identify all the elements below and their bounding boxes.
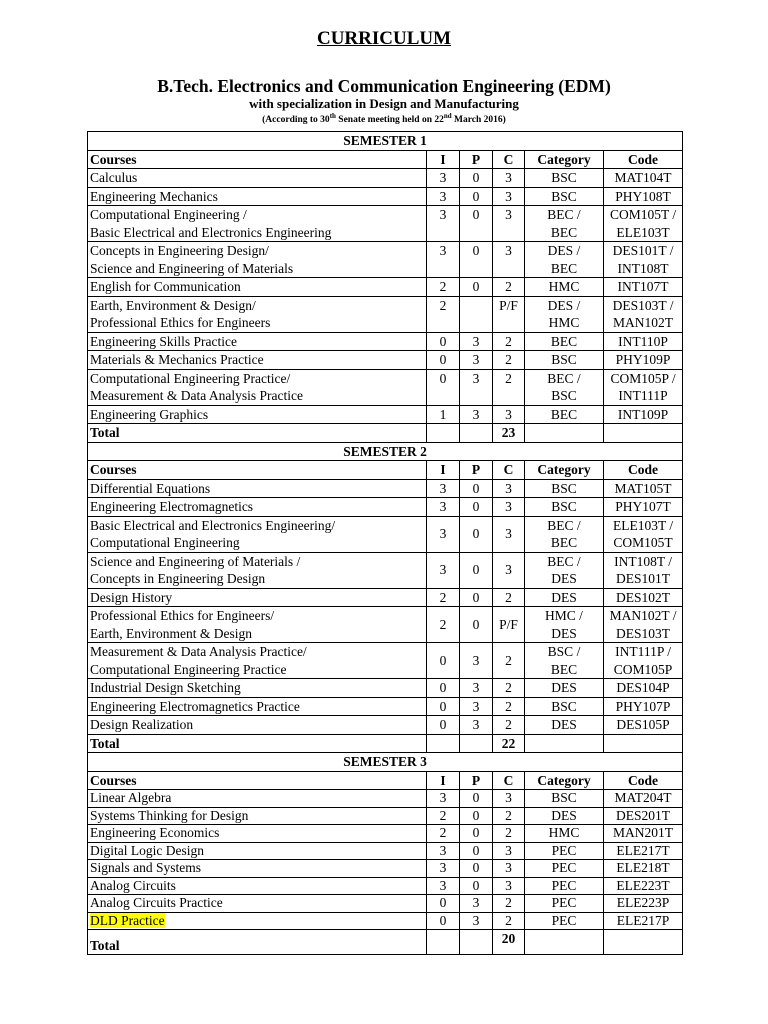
course-category: HMC / DES: [525, 607, 604, 643]
course-c: 2: [493, 716, 525, 735]
course-row: [88, 516, 683, 552]
column-header-row: [88, 461, 683, 480]
course-p: 0: [460, 877, 493, 895]
course-row: [88, 607, 683, 643]
total-category: [525, 734, 604, 753]
course-row: [88, 825, 683, 843]
course-name: Engineering Electromagnetics: [88, 498, 427, 517]
course-row: [88, 278, 683, 297]
course-i: 2: [427, 278, 460, 297]
course-category: BEC: [525, 332, 604, 351]
column-header-i: I: [427, 150, 460, 169]
program-specialization: with specialization in Design and Manufacturing: [249, 96, 519, 111]
column-header-row: [88, 150, 683, 169]
course-c: 3: [493, 169, 525, 188]
course-c: 2: [493, 912, 525, 930]
course-name: Science and Engineering of Materials / Concepts in Engineering Design: [88, 552, 427, 588]
course-p: 3: [460, 369, 493, 405]
course-code: INT107T: [604, 278, 683, 297]
course-code: ELE217T: [604, 842, 683, 860]
course-p: 3: [460, 405, 493, 424]
course-category: PEC: [525, 842, 604, 860]
course-category: BEC: [525, 405, 604, 424]
column-header-c: C: [493, 150, 525, 169]
semester-title: SEMESTER 1: [88, 132, 683, 151]
course-name: Materials & Mechanics Practice: [88, 351, 427, 370]
course-p: 0: [460, 588, 493, 607]
course-row: [88, 351, 683, 370]
course-p: 0: [460, 187, 493, 206]
course-category: DES / HMC: [525, 296, 604, 332]
course-name: Computational Engineering Practice/ Measurement & Data Analysis Practice: [88, 369, 427, 405]
course-i: 2: [427, 807, 460, 825]
column-header-courses: Courses: [88, 771, 427, 790]
course-i: 0: [427, 716, 460, 735]
course-row: [88, 296, 683, 332]
course-row: [88, 697, 683, 716]
course-row: [88, 498, 683, 517]
course-row: [88, 877, 683, 895]
course-p: 3: [460, 697, 493, 716]
course-name: Industrial Design Sketching: [88, 679, 427, 698]
course-i: 3: [427, 860, 460, 878]
course-code: PHY107P: [604, 697, 683, 716]
column-header-p: P: [460, 150, 493, 169]
course-code: DES105P: [604, 716, 683, 735]
column-header-courses: Courses: [88, 461, 427, 480]
course-p: 0: [460, 169, 493, 188]
column-header-code: Code: [604, 461, 683, 480]
total-credits: 22: [493, 734, 525, 753]
total-credits: 23: [493, 424, 525, 443]
course-p: 0: [460, 552, 493, 588]
course-category: BSC: [525, 169, 604, 188]
course-category: PEC: [525, 877, 604, 895]
course-row: [88, 405, 683, 424]
course-i: 2: [427, 825, 460, 843]
course-code: ELE223T: [604, 877, 683, 895]
program-title: B.Tech. Electronics and Communication Engineering (EDM): [157, 76, 611, 96]
semester-title-row: [88, 132, 683, 151]
course-row: [88, 588, 683, 607]
column-header-category: Category: [525, 771, 604, 790]
course-p: 3: [460, 912, 493, 930]
course-p: 0: [460, 242, 493, 278]
course-row: [88, 479, 683, 498]
course-code: MAT204T: [604, 790, 683, 808]
total-category: [525, 424, 604, 443]
course-category: DES / BEC: [525, 242, 604, 278]
course-row: [88, 842, 683, 860]
course-category: PEC: [525, 860, 604, 878]
course-i: 3: [427, 169, 460, 188]
course-category: BSC: [525, 697, 604, 716]
course-c: 2: [493, 278, 525, 297]
course-p: 3: [460, 716, 493, 735]
course-category: BEC / BEC: [525, 206, 604, 242]
total-p: [460, 424, 493, 443]
course-i: 3: [427, 877, 460, 895]
column-header-c: C: [493, 461, 525, 480]
course-c: 3: [493, 206, 525, 242]
course-i: 0: [427, 351, 460, 370]
course-p: 0: [460, 825, 493, 843]
course-category: HMC: [525, 825, 604, 843]
total-code: [604, 734, 683, 753]
course-category: BSC: [525, 351, 604, 370]
course-code: INT110P: [604, 332, 683, 351]
curriculum-table: [87, 131, 683, 955]
total-label: Total: [88, 734, 427, 753]
course-code: MAT104T: [604, 169, 683, 188]
course-code: PHY107T: [604, 498, 683, 517]
course-c: 3: [493, 405, 525, 424]
course-name: Professional Ethics for Engineers/ Earth, Environment & Design: [88, 607, 427, 643]
total-code: [604, 930, 683, 955]
course-c: 3: [493, 498, 525, 517]
course-code: ELE218T: [604, 860, 683, 878]
course-row: [88, 790, 683, 808]
column-header-category: Category: [525, 461, 604, 480]
course-p: 3: [460, 895, 493, 913]
course-name: Analog Circuits: [88, 877, 427, 895]
course-p: 0: [460, 607, 493, 643]
course-c: 3: [493, 877, 525, 895]
course-c: 3: [493, 187, 525, 206]
course-name: DLD Practice: [88, 912, 427, 930]
course-code: COM105T / ELE103T: [604, 206, 683, 242]
course-code: ELE103T / COM105T: [604, 516, 683, 552]
course-name: Linear Algebra: [88, 790, 427, 808]
page-title: CURRICULUM: [316, 28, 452, 49]
course-c: 2: [493, 697, 525, 716]
course-row: [88, 206, 683, 242]
course-p: 0: [460, 842, 493, 860]
course-c: 3: [493, 479, 525, 498]
course-category: BEC / DES: [525, 552, 604, 588]
course-name: Design Realization: [88, 716, 427, 735]
course-code: ELE217P: [604, 912, 683, 930]
course-c: 2: [493, 332, 525, 351]
column-header-i: I: [427, 771, 460, 790]
course-name: Engineering Mechanics: [88, 187, 427, 206]
course-row: [88, 369, 683, 405]
course-p: 3: [460, 679, 493, 698]
course-row: [88, 169, 683, 188]
column-header-p: P: [460, 461, 493, 480]
course-c: 2: [493, 588, 525, 607]
course-c: 2: [493, 895, 525, 913]
course-c: 3: [493, 842, 525, 860]
course-name: Computational Engineering / Basic Electrical and Electronics Engineering: [88, 206, 427, 242]
course-c: P/F: [493, 296, 525, 332]
course-category: BSC: [525, 790, 604, 808]
course-c: 3: [493, 516, 525, 552]
semester-title-row: [88, 753, 683, 772]
course-i: 3: [427, 187, 460, 206]
course-name: Basic Electrical and Electronics Engineering/ Computational Engineering: [88, 516, 427, 552]
semester-title-row: [88, 442, 683, 461]
course-i: 2: [427, 588, 460, 607]
column-header-p: P: [460, 771, 493, 790]
course-category: BEC / BEC: [525, 516, 604, 552]
course-i: 2: [427, 607, 460, 643]
course-name: Systems Thinking for Design: [88, 807, 427, 825]
total-row: [88, 424, 683, 443]
course-row: [88, 552, 683, 588]
course-category: DES: [525, 679, 604, 698]
course-p: 0: [460, 516, 493, 552]
course-code: MAN102T / DES103T: [604, 607, 683, 643]
course-p: 0: [460, 498, 493, 517]
total-label: Total: [88, 424, 427, 443]
course-name: Digital Logic Design: [88, 842, 427, 860]
course-c: 2: [493, 679, 525, 698]
course-i: 0: [427, 895, 460, 913]
course-category: BSC: [525, 498, 604, 517]
course-name: Calculus: [88, 169, 427, 188]
course-p: 0: [460, 790, 493, 808]
semester-title: SEMESTER 3: [88, 753, 683, 772]
course-i: 3: [427, 552, 460, 588]
course-row: [88, 912, 683, 930]
course-code: MAT105T: [604, 479, 683, 498]
course-row: [88, 860, 683, 878]
course-p: 0: [460, 807, 493, 825]
total-i: [427, 734, 460, 753]
course-i: 0: [427, 697, 460, 716]
total-i: [427, 424, 460, 443]
course-i: 3: [427, 242, 460, 278]
course-row: [88, 807, 683, 825]
column-header-code: Code: [604, 771, 683, 790]
course-code: PHY108T: [604, 187, 683, 206]
course-c: 2: [493, 825, 525, 843]
course-category: BEC / BSC: [525, 369, 604, 405]
course-category: BSC / BEC: [525, 643, 604, 679]
course-p: 3: [460, 643, 493, 679]
total-i: [427, 930, 460, 955]
course-c: 2: [493, 369, 525, 405]
course-code: DES102T: [604, 588, 683, 607]
course-p: 0: [460, 479, 493, 498]
course-name: Signals and Systems: [88, 860, 427, 878]
column-header-row: [88, 771, 683, 790]
course-category: DES: [525, 716, 604, 735]
course-i: 0: [427, 369, 460, 405]
course-i: 3: [427, 842, 460, 860]
course-p: 3: [460, 351, 493, 370]
total-credits: 20: [493, 930, 525, 955]
course-name: Concepts in Engineering Design/ Science and Engineering of Materials: [88, 242, 427, 278]
course-c: P/F: [493, 607, 525, 643]
course-category: BSC: [525, 187, 604, 206]
course-code: DES103T / MAN102T: [604, 296, 683, 332]
course-name: Engineering Skills Practice: [88, 332, 427, 351]
course-row: [88, 332, 683, 351]
course-i: 3: [427, 479, 460, 498]
total-code: [604, 424, 683, 443]
course-code: INT109P: [604, 405, 683, 424]
course-row: [88, 187, 683, 206]
course-category: DES: [525, 588, 604, 607]
course-row: [88, 643, 683, 679]
course-i: 1: [427, 405, 460, 424]
course-i: 3: [427, 498, 460, 517]
course-category: PEC: [525, 895, 604, 913]
course-name: Design History: [88, 588, 427, 607]
course-name: Engineering Economics: [88, 825, 427, 843]
course-row: [88, 679, 683, 698]
course-i: 0: [427, 643, 460, 679]
total-p: [460, 734, 493, 753]
course-code: DES201T: [604, 807, 683, 825]
course-c: 3: [493, 860, 525, 878]
course-c: 2: [493, 807, 525, 825]
column-header-code: Code: [604, 150, 683, 169]
course-c: 3: [493, 242, 525, 278]
course-name: English for Communication: [88, 278, 427, 297]
course-name: Measurement & Data Analysis Practice/ Computational Engineering Practice: [88, 643, 427, 679]
course-i: 3: [427, 790, 460, 808]
course-code: COM105P / INT111P: [604, 369, 683, 405]
course-code: INT111P / COM105P: [604, 643, 683, 679]
course-p: 3: [460, 332, 493, 351]
course-name: Differential Equations: [88, 479, 427, 498]
course-i: 0: [427, 679, 460, 698]
course-c: 3: [493, 790, 525, 808]
course-code: DES101T / INT108T: [604, 242, 683, 278]
course-code: INT108T / DES101T: [604, 552, 683, 588]
course-i: 0: [427, 912, 460, 930]
course-c: 3: [493, 552, 525, 588]
course-c: 2: [493, 351, 525, 370]
total-row: [88, 930, 683, 955]
total-label: Total: [88, 930, 427, 955]
course-name: Analog Circuits Practice: [88, 895, 427, 913]
course-i: 0: [427, 332, 460, 351]
course-p: 0: [460, 206, 493, 242]
column-header-courses: Courses: [88, 150, 427, 169]
course-code: MAN201T: [604, 825, 683, 843]
course-p: 0: [460, 278, 493, 297]
course-name: Engineering Graphics: [88, 405, 427, 424]
column-header-c: C: [493, 771, 525, 790]
course-i: 3: [427, 206, 460, 242]
course-p: 0: [460, 860, 493, 878]
total-p: [460, 930, 493, 955]
total-category: [525, 930, 604, 955]
course-code: PHY109P: [604, 351, 683, 370]
course-i: 3: [427, 516, 460, 552]
course-category: PEC: [525, 912, 604, 930]
course-code: ELE223P: [604, 895, 683, 913]
total-row: [88, 734, 683, 753]
course-code: DES104P: [604, 679, 683, 698]
course-category: BSC: [525, 479, 604, 498]
column-header-category: Category: [525, 150, 604, 169]
course-c: 2: [493, 643, 525, 679]
course-p: [460, 296, 493, 332]
course-row: [88, 716, 683, 735]
course-name: Earth, Environment & Design/ Professional Ethics for Engineers: [88, 296, 427, 332]
senate-note: (According to 30th Senate meeting held on 22nd March 2016): [262, 112, 506, 126]
course-name: Engineering Electromagnetics Practice: [88, 697, 427, 716]
semester-title: SEMESTER 2: [88, 442, 683, 461]
course-row: [88, 895, 683, 913]
course-row: [88, 242, 683, 278]
column-header-i: I: [427, 461, 460, 480]
course-category: DES: [525, 807, 604, 825]
course-category: HMC: [525, 278, 604, 297]
course-i: 2: [427, 296, 460, 332]
